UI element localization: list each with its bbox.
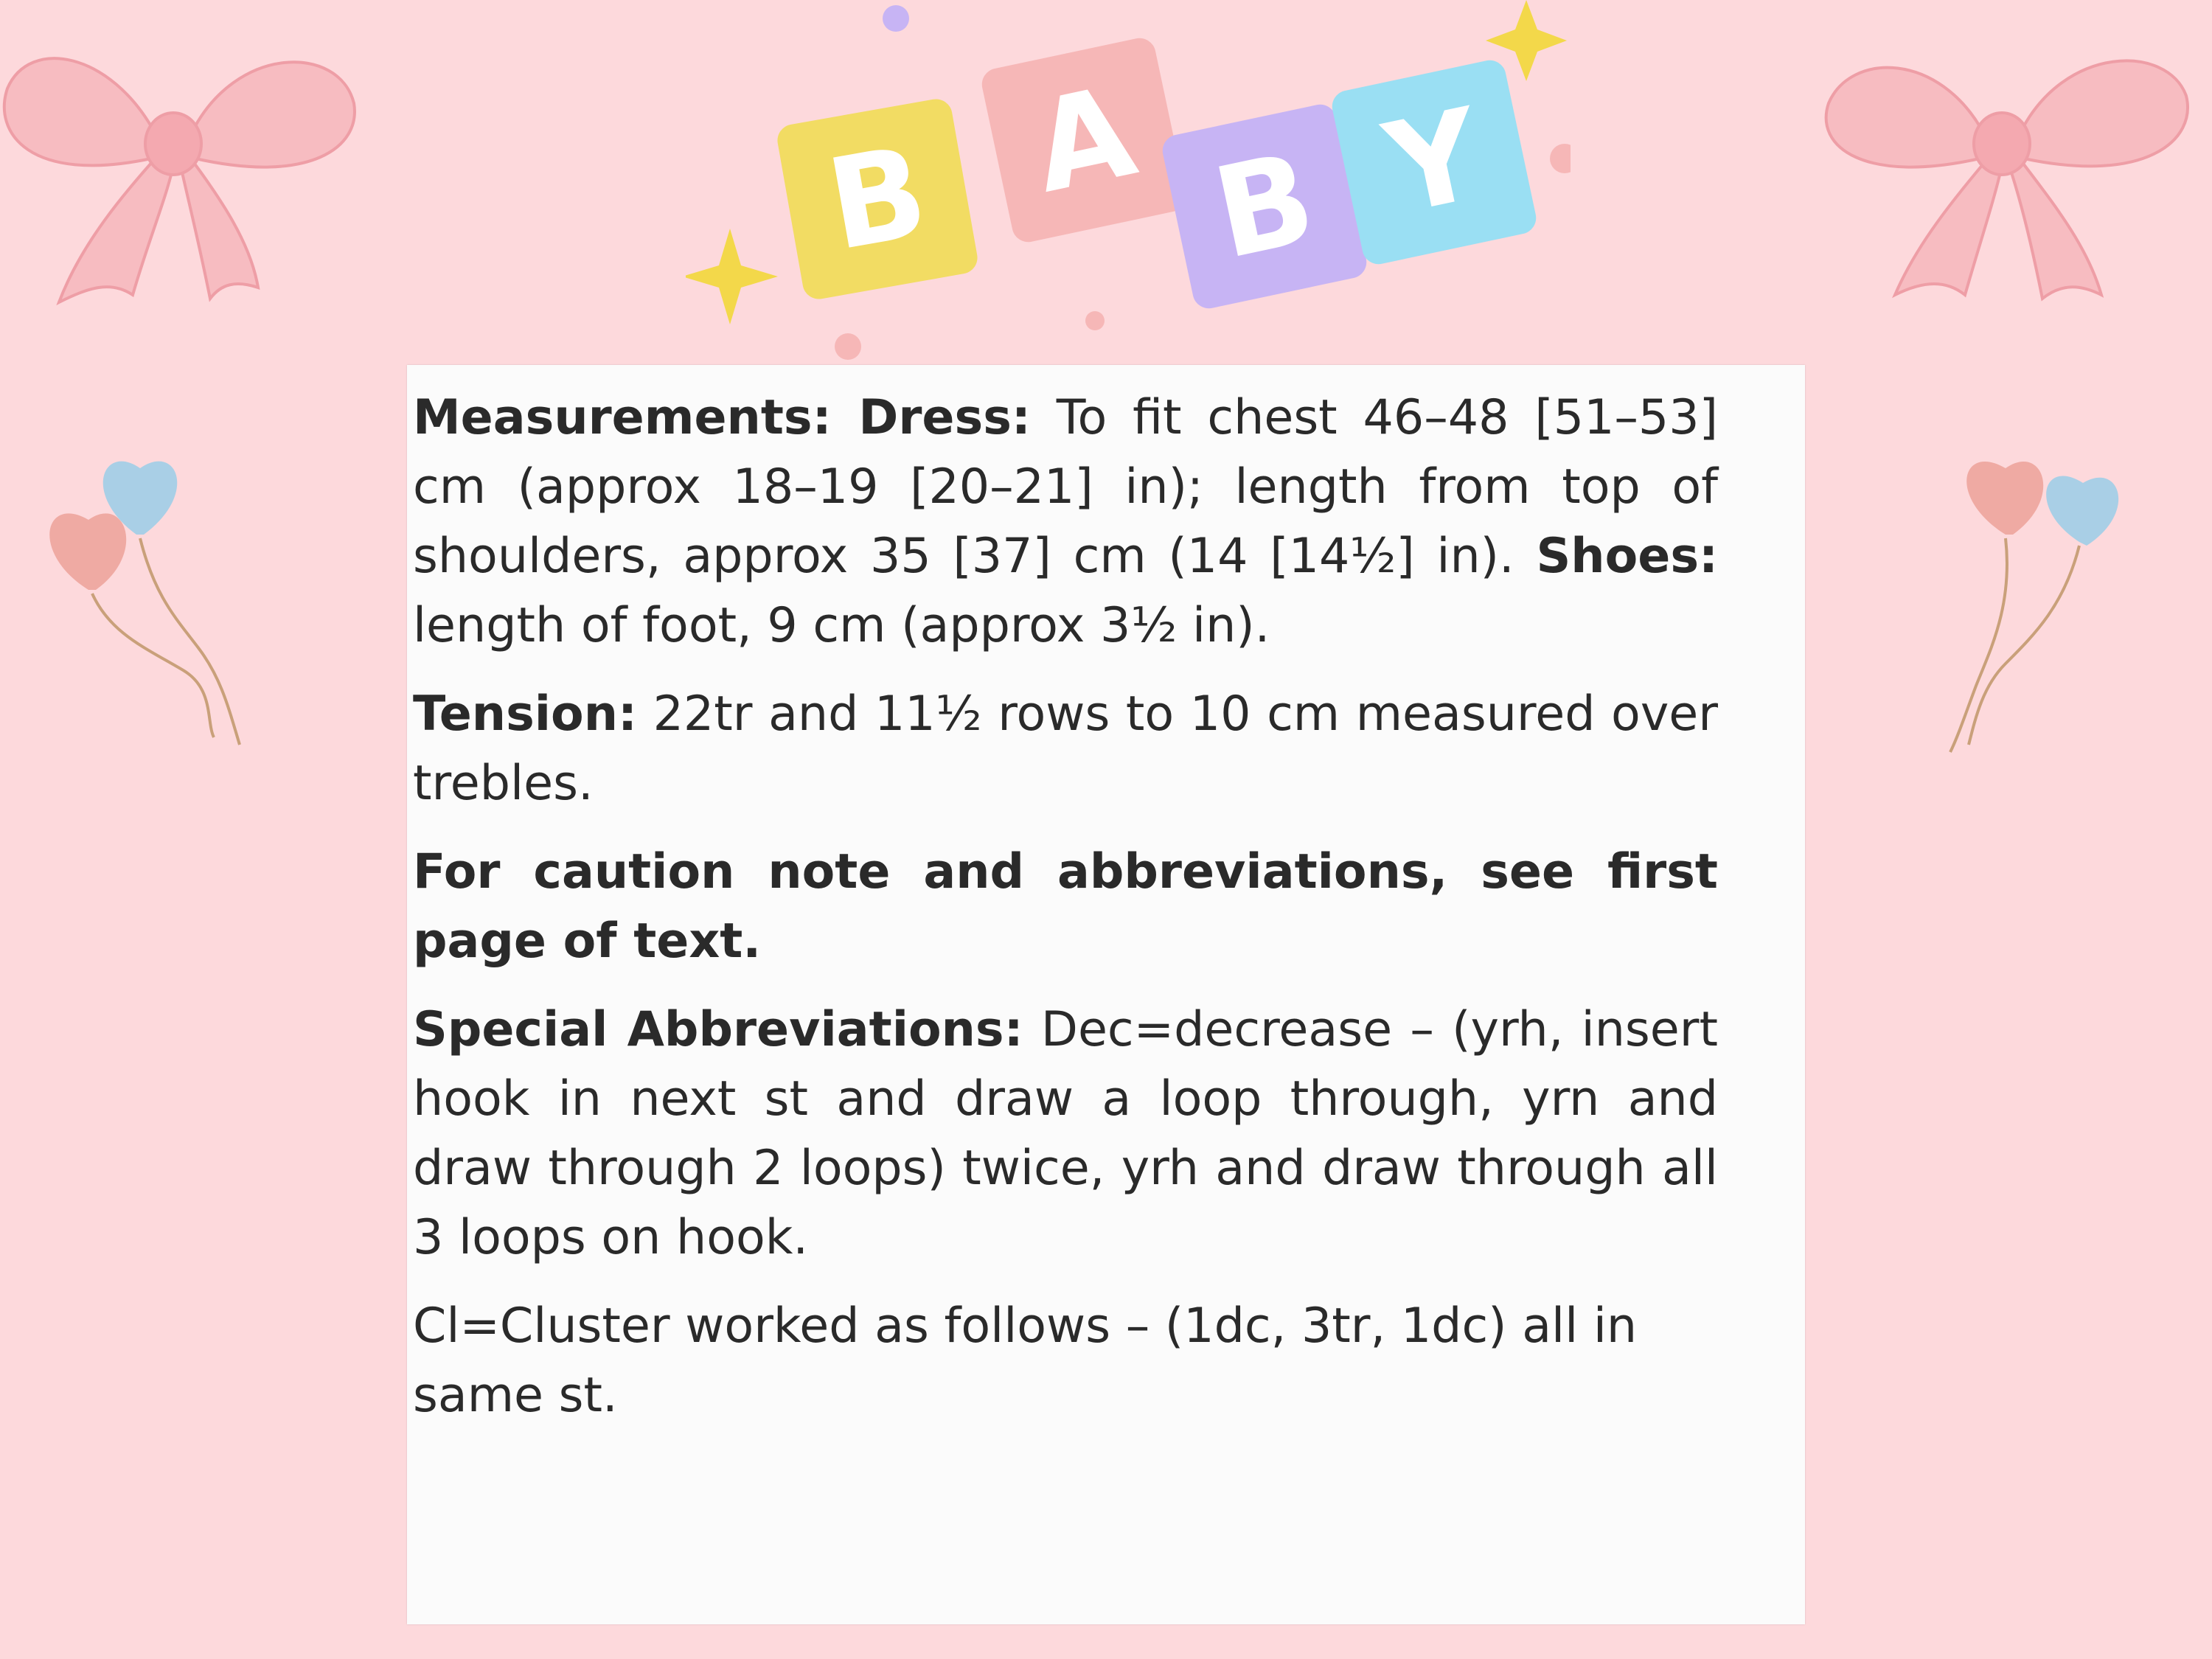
caution-paragraph [413,838,1718,976]
document-text [413,383,1718,1450]
bow-icon [0,22,361,310]
heart-balloon-icon [1924,442,2160,759]
letter-block-a [979,35,1189,246]
special-abbreviations-label: Special Abbreviations: [413,1002,1023,1057]
letter-block-label: B [1203,125,1326,288]
tension-label: Tension: [413,686,637,742]
baby-header [686,0,1571,369]
measurements-paragraph [413,383,1718,661]
cluster-paragraph [413,1292,1718,1430]
letter-block-b [775,97,980,302]
tension-paragraph [413,680,1718,818]
letter-block-y [1329,58,1540,268]
special-abbreviations-text: Dec=decrease – (yrh, insert hook in next st and draw a loop through, yrn and draw through 2 loops) twice, yrh and draw through all 3 loops on hook. [413,1002,1718,1265]
caution-text: For caution note and abbreviations, see first page of text. [413,844,1718,969]
letter-block-label: B [817,119,937,279]
measurements-text: To fit chest 46–48 [51–53] cm (approx 18–19 [20–21] in); length from top of shoulders, approx 35 [37] cm (14 [14½] in). [413,390,1718,584]
shoes-label: Shoes: [1536,529,1718,584]
cluster-text: Cl=Cluster worked as follows – (1dc, 3tr, 1dc) all in same st. [413,1298,1638,1423]
bow-icon [1806,22,2197,310]
heart-balloon-icon [29,428,251,752]
special-abbreviations-paragraph [413,995,1718,1273]
letter-block-label: A [1021,58,1147,222]
measurements-label: Measurements: Dress: [413,390,1031,445]
shoes-text: length of foot, 9 cm (approx 3½ in). [413,598,1270,653]
letter-block-label: Y [1374,81,1494,243]
tension-text: 22tr and 11½ rows to 10 cm measured over trebles. [413,686,1718,811]
